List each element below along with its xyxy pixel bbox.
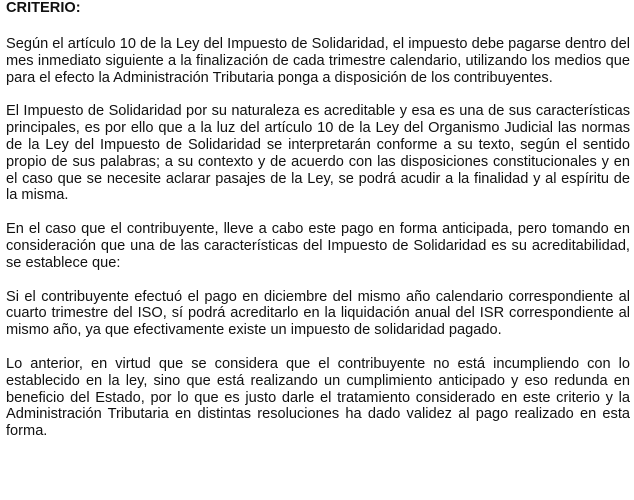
section-heading: CRITERIO: (6, 0, 81, 16)
paragraph-creditable-nature: El Impuesto de Solidaridad por su naturaleza es acreditable y esa es una de sus características principales, es por ello que a la luz del artículo 10 de la Ley del Organismo Judicial las normas de la Ley del Impuesto de Solidaridad se interpretarán conforme a su texto, según el sentido propio de sus palabras; a su contexto y de acuerdo con las disposiciones constitucionales y en el caso que se necesite aclarar pasajes de la Ley, se podrá acudir a la finalidad y al espíritu de la misma. (6, 103, 630, 204)
paragraph-december-payment: Si el contribuyente efectuó el pago en diciembre del mismo año calendario correspondiente al cuarto trimestre del ISO, sí podrá acreditarlo en la liquidación anual del ISR correspondiente al mismo año, ya que efectivamente existe un impuesto de solidaridad pagado. (6, 288, 630, 339)
paragraph-conclusion: Lo anterior, en virtud que se considera que el contribuyente no está incumpliendo con lo establecido en la ley, sino que está realizando un cumplimiento anticipado y eso redunda en beneficio del Estado, por lo que es justo darle el tratamiento considerado en este criterio y la Administración Tributaria en distintas resoluciones ha dado validez al pago realizado en esta forma. (6, 355, 630, 440)
paragraph-advance-payment: En el caso que el contribuyente, lleve a cabo este pago en forma anticipada, pero tomando en consideración que una de las características del Impuesto de Solidaridad es su acreditabilidad, se establece que: (6, 221, 630, 271)
paragraph-payment-deadline: Según el artículo 10 de la Ley del Impuesto de Solidaridad, el impuesto debe pagarse dentro del mes inmediato siguiente a la finalización de cada trimestre calendario, utilizando los medios que para el efecto la Administración Tributaria ponga a disposición de los contribuyentes. (6, 36, 630, 86)
